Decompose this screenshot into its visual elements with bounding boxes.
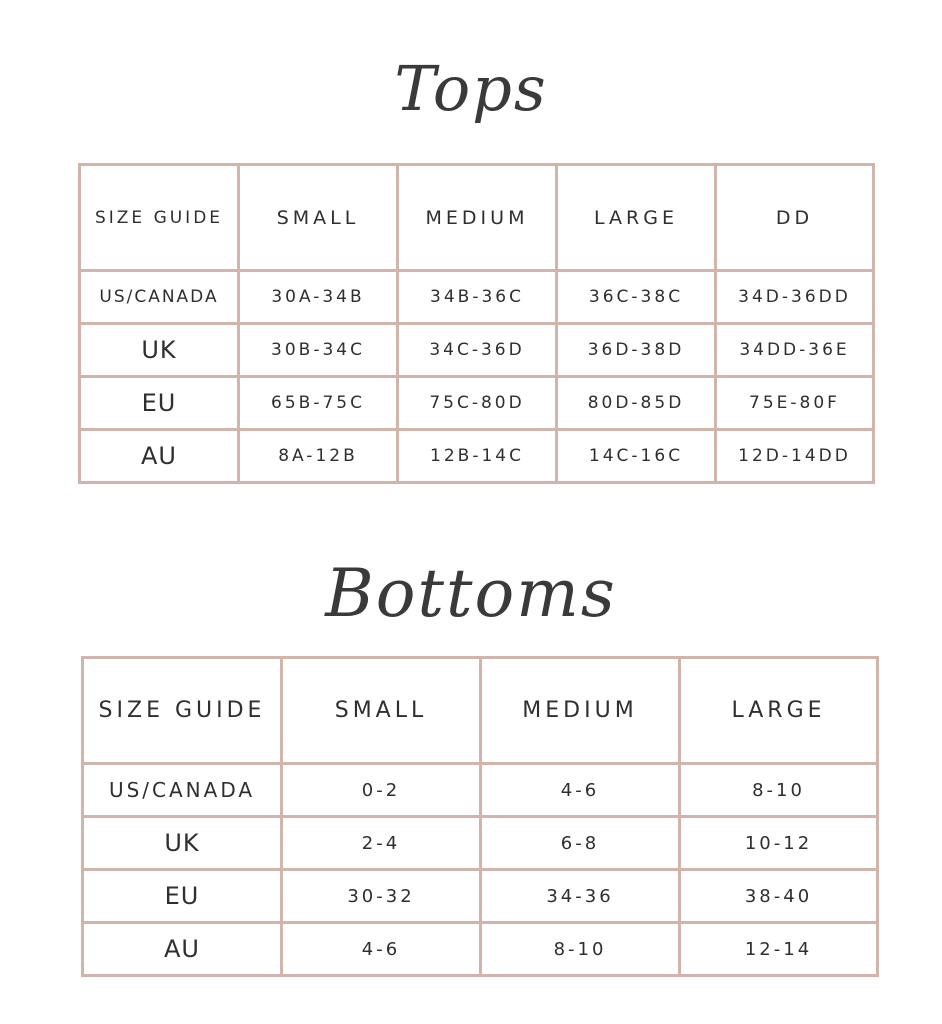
- table-row: [80, 377, 874, 430]
- row-label-au: AU: [83, 923, 282, 976]
- table-cell: 8A-12B: [239, 430, 398, 483]
- table-cell: 14C-16C: [557, 430, 716, 483]
- table-cell: 4-6: [481, 764, 680, 817]
- table-cell: 12D-14DD: [716, 430, 874, 483]
- table-row: [80, 271, 874, 324]
- row-label-us-canada: US/CANADA: [80, 271, 239, 324]
- header-cell-small: SMALL: [239, 165, 398, 271]
- row-label-eu: EU: [80, 377, 239, 430]
- tops-size-table: [78, 163, 875, 484]
- table-cell: 36C-38C: [557, 271, 716, 324]
- table-row: [83, 764, 878, 817]
- table-cell: 34C-36D: [398, 324, 557, 377]
- row-label-au: AU: [80, 430, 239, 483]
- table-cell: 6-8: [481, 817, 680, 870]
- table-row: [83, 817, 878, 870]
- table-cell: 80D-85D: [557, 377, 716, 430]
- table-cell: 34DD-36E: [716, 324, 874, 377]
- table-cell: 30B-34C: [239, 324, 398, 377]
- table-cell: 38-40: [680, 870, 878, 923]
- row-label-uk: UK: [83, 817, 282, 870]
- header-cell-size-guide: SIZE GUIDE: [83, 658, 282, 764]
- table-row: [80, 324, 874, 377]
- table-cell: 75C-80D: [398, 377, 557, 430]
- table-cell: 36D-38D: [557, 324, 716, 377]
- row-label-us-canada: US/CANADA: [83, 764, 282, 817]
- row-label-eu: EU: [83, 870, 282, 923]
- table-cell: 12B-14C: [398, 430, 557, 483]
- table-cell: 34B-36C: [398, 271, 557, 324]
- bottoms-size-table: [81, 656, 879, 977]
- table-cell: 4-6: [282, 923, 481, 976]
- header-cell-large: LARGE: [557, 165, 716, 271]
- table-cell: 2-4: [282, 817, 481, 870]
- header-cell-large: LARGE: [680, 658, 878, 764]
- table-cell: 12-14: [680, 923, 878, 976]
- bottoms-heading: Bottoms: [325, 555, 617, 632]
- table-cell: 34-36: [481, 870, 680, 923]
- header-cell-dd: DD: [716, 165, 874, 271]
- table-cell: 8-10: [680, 764, 878, 817]
- table-row: [83, 870, 878, 923]
- tops-heading: Tops: [394, 52, 548, 125]
- table-row: [80, 430, 874, 483]
- table-cell: 34D-36DD: [716, 271, 874, 324]
- table-cell: 10-12: [680, 817, 878, 870]
- table-cell: 65B-75C: [239, 377, 398, 430]
- table-cell: 30-32: [282, 870, 481, 923]
- header-cell-medium: MEDIUM: [398, 165, 557, 271]
- table-header-row: [83, 658, 878, 764]
- table-header-row: [80, 165, 874, 271]
- row-label-uk: UK: [80, 324, 239, 377]
- table-cell: 75E-80F: [716, 377, 874, 430]
- header-cell-medium: MEDIUM: [481, 658, 680, 764]
- table-row: [83, 923, 878, 976]
- table-cell: 30A-34B: [239, 271, 398, 324]
- header-cell-small: SMALL: [282, 658, 481, 764]
- header-cell-size-guide: SIZE GUIDE: [80, 165, 239, 271]
- table-cell: 0-2: [282, 764, 481, 817]
- table-cell: 8-10: [481, 923, 680, 976]
